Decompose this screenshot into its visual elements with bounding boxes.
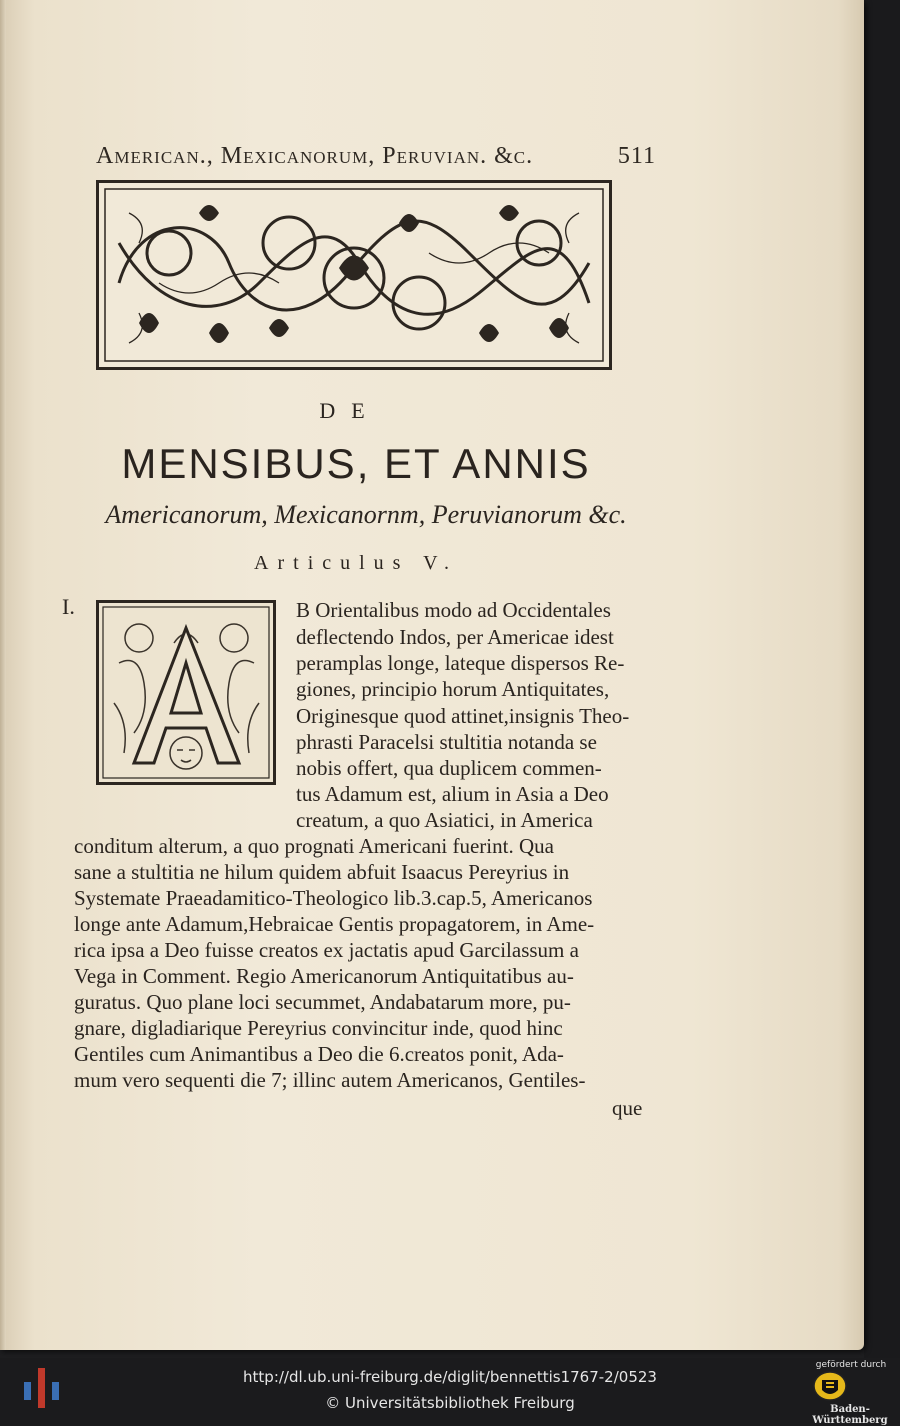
body-line: Systemate Praeadamitico-Theologico lib.3.cap.5, Americanos <box>74 886 593 910</box>
sponsor-label: gefördert durch <box>815 1360 887 1370</box>
state-crest-icon <box>812 1370 848 1402</box>
body-line: peramplas longe, lateque dispersos Re- <box>296 651 625 675</box>
body-line: rica ipsa a Deo fuisse creatos ex jactatis apud Garcilassum a <box>74 938 579 962</box>
scan-margin <box>864 0 900 1358</box>
running-head <box>96 143 656 170</box>
body-line: Vega in Comment. Regio Americanorum Antiquitatibus au- <box>74 964 574 988</box>
page-gutter <box>0 0 6 1350</box>
ornament-scrollwork-icon <box>99 183 609 367</box>
body-line: giones, principio horum Antiquitates, <box>296 677 610 701</box>
initial-letter-a-icon <box>99 603 273 782</box>
body-line: Originesque quod attinet,insignis Theo- <box>296 704 630 728</box>
body-line: guratus. Quo plane loci secummet, Andabatarum more, pu- <box>74 990 571 1014</box>
body-line: tus Adamum est, alium in Asia a Deo <box>296 782 609 806</box>
body-line: Gentiles cum Animantibus a Deo die 6.creatos ponit, Ada- <box>74 1042 564 1066</box>
headpiece-ornament <box>96 180 612 370</box>
body-line: sane a stultitia ne hilum quidem abfuit Isaacus Pereyrius in <box>74 860 570 884</box>
body-line: phrasti Paracelsi stultitia notanda se <box>296 730 597 754</box>
catchword: que <box>612 1096 643 1120</box>
page-number: 511 <box>617 143 656 169</box>
running-head-title: American., Mexicanorum, Peruvian. &c. <box>96 143 534 169</box>
body-line: conditum alterum, a quo prognati Americani fuerint. Qua <box>74 834 554 858</box>
decorated-initial <box>96 600 276 785</box>
body-line: mum vero sequenti die 7; illinc autem Americanos, Gentiles- <box>74 1068 586 1092</box>
body-line: longe ante Adamum,Hebraicae Gentis propagatorem, in Ame- <box>74 912 595 936</box>
heading-de: DE <box>319 398 381 423</box>
body-line: nobis offert, qua duplicem commen- <box>296 756 602 780</box>
permalink-url[interactable]: http://dl.ub.uni-freiburg.de/diglit/bennettis1767-2/0523 <box>243 1368 657 1386</box>
copyright-notice: © Universitätsbibliothek Freiburg <box>325 1394 575 1412</box>
body-line: B Orientalibus modo ad Occidentales <box>296 598 611 622</box>
body-line: creatum, a quo Asiatici, in America <box>296 808 593 832</box>
body-line: gnare, digladiarique Pereyrius convincitur inde, quod hinc <box>74 1016 563 1040</box>
article-heading: Articulus V. <box>254 552 458 574</box>
chapter-subtitle: Americanorum, Mexicanornm, Peruvianorum &c. <box>105 500 627 529</box>
paragraph-number: I. <box>62 594 75 619</box>
body-line: deflectendo Indos, per Americae idest <box>296 625 614 649</box>
sponsor-name: Baden-Württemberg <box>812 1404 888 1426</box>
chapter-title: MENSIBUS, ET ANNIS <box>121 440 591 487</box>
